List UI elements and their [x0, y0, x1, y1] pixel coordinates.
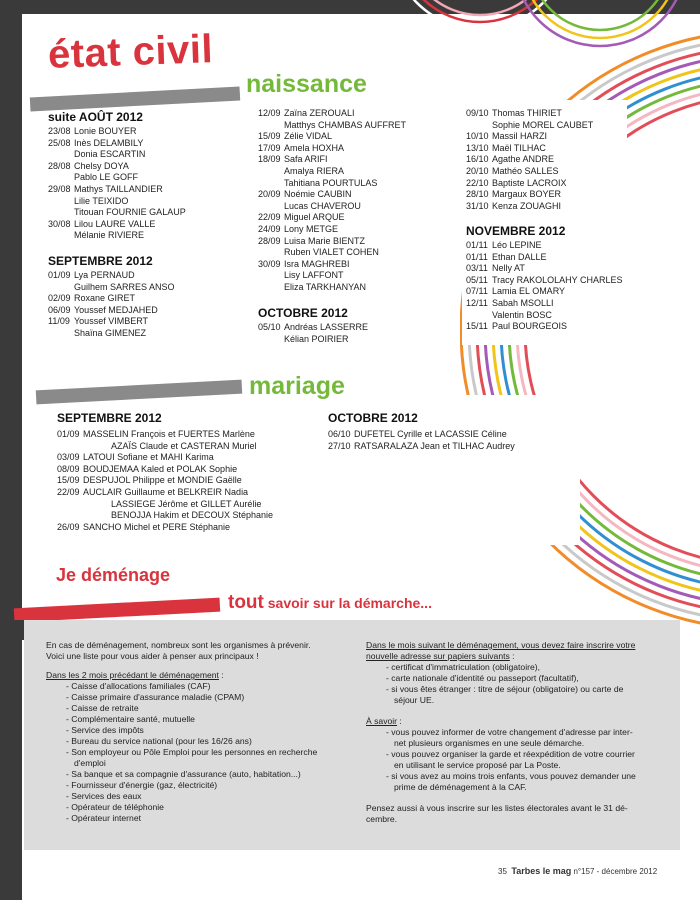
list-item — [258, 120, 406, 132]
entry-name: Isra MAGHREBI — [284, 258, 350, 269]
entry-date: 25/08 — [48, 137, 71, 148]
entry-name: Inès DELAMBILY — [74, 137, 144, 148]
naissance-list-septembre — [48, 270, 175, 340]
entry-date: 06/10 — [328, 429, 351, 439]
list-item: - Service des impôts — [66, 725, 144, 735]
list-item — [48, 196, 186, 208]
naissance-list-octobre-cont — [466, 108, 593, 212]
list-item: - Bureau du service national (pour les 16/26 ans) — [66, 736, 252, 746]
entry-name: Amalya RIERA — [284, 165, 345, 176]
entry-date: 18/09 — [258, 154, 281, 165]
entry-name: Luisa Marie BIENTZ — [284, 235, 366, 246]
entry-name: Andréas LASSERRE — [284, 322, 369, 332]
entry-name: Amela HOXHA — [284, 142, 345, 153]
savoir-heading — [366, 716, 664, 727]
entry-date: 28/08 — [48, 160, 71, 171]
closing-line-1: Pensez aussi à vous inscrire sur les listes électorales avant le 31 dé- — [366, 803, 628, 813]
closing-line-2: cembre. — [366, 814, 398, 824]
entry-date: 17/09 — [258, 142, 281, 153]
entry-name: Zaïna ZEROUALI — [284, 108, 355, 118]
list-item — [258, 224, 406, 236]
list-item — [48, 138, 186, 150]
demenage-title: Je déménage — [56, 565, 171, 585]
intro-line-1: En cas de déménagement, nombreux sont les organismes à prévenir. — [46, 640, 311, 650]
entry-name: Donia ESCARTIN — [74, 149, 146, 160]
list-item — [57, 475, 273, 487]
entry-date: 28/10 — [466, 189, 489, 200]
list-item — [466, 275, 623, 287]
papers-list — [366, 662, 664, 706]
entry-date: 15/11 — [466, 321, 488, 332]
after-move-heading-1: Dans le mois suivant le déménagement, vous devez faire inscrire votre — [366, 640, 636, 650]
entry-name: Agathe ANDRE — [492, 154, 555, 165]
entry-name: Ethan DALLE — [492, 251, 547, 262]
mariage-heading-octobre: OCTOBRE 2012 — [328, 411, 418, 425]
entry-date: 29/08 — [48, 183, 71, 194]
entry-date: 22/09 — [57, 486, 80, 497]
entry-name: Mélanie RIVIERE — [74, 230, 145, 241]
naissance-list-novembre — [466, 240, 623, 333]
naissance-list-septembre-cont — [258, 108, 406, 294]
before-move-heading-text: Dans les 2 mois précédant le déménagement — [46, 670, 219, 680]
entry-name: Margaux BOYER — [492, 189, 562, 200]
month-heading-septembre: SEPTEMBRE 2012 — [48, 254, 153, 268]
list-item — [466, 120, 593, 132]
list-item — [48, 172, 186, 184]
list-item — [48, 161, 186, 173]
entry-date: 03/11 — [466, 263, 488, 274]
list-item — [258, 166, 406, 178]
after-move-heading-2-text: nouvelle adresse sur papiers suivants — [366, 651, 510, 661]
entry-name: Ruben VIALET COHEN — [284, 247, 379, 258]
demenage-subtitle — [228, 592, 432, 614]
entry-date: 09/10 — [466, 108, 489, 118]
entry-name: Lisy LAFFONT — [284, 270, 344, 281]
after-move-heading-suffix: : — [509, 651, 515, 661]
entry-date: 15/09 — [258, 131, 281, 142]
list-item — [466, 154, 593, 166]
entry-date: 22/09 — [258, 212, 281, 223]
entry-date: 01/09 — [48, 270, 71, 280]
mariage-list-octobre — [328, 429, 515, 452]
before-move-heading-suffix: : — [218, 670, 224, 680]
list-item — [466, 240, 623, 252]
list-item — [57, 429, 273, 441]
list-item — [57, 487, 273, 499]
month-heading-novembre: NOVEMBRE 2012 — [466, 224, 566, 238]
entry-name: Kenza ZOUAGHI — [492, 200, 562, 211]
list-item — [258, 154, 406, 166]
subtitle-bold: tout — [228, 592, 264, 613]
list-item — [466, 131, 593, 143]
entry-date: 26/09 — [57, 521, 80, 532]
entry-name: Eliza TARKHANYAN — [284, 281, 367, 292]
page-footer — [498, 866, 657, 876]
entry-name: Matthys CHAMBAS AUFFRET — [284, 119, 407, 130]
naissance-title: naissance — [246, 70, 367, 98]
list-item: - vous pouvez informer de votre changement d'adresse par inter- — [386, 727, 633, 737]
entry-date: 20/10 — [466, 165, 489, 176]
list-item — [466, 298, 623, 310]
page-number: 35 — [498, 867, 507, 876]
organisms-list — [46, 681, 366, 824]
entry-date: 30/09 — [258, 258, 281, 269]
list-item — [48, 270, 175, 282]
list-item: - Fournisseur d'énergie (gaz, électricité) — [66, 780, 218, 790]
info-left-column — [46, 640, 366, 824]
entry-name: LASSIEGE Jérôme et GILLET Aurélie — [111, 498, 262, 509]
entry-name: Pablo LE GOFF — [74, 172, 139, 183]
entry-name: Guilhem SARRES ANSO — [74, 281, 175, 292]
list-item: - Complémentaire santé, mutuelle — [66, 714, 195, 724]
entry-date: 11/09 — [48, 316, 70, 327]
list-item — [48, 149, 186, 161]
list-item — [258, 334, 368, 346]
entry-date: 01/09 — [57, 429, 80, 439]
list-item — [48, 207, 186, 219]
list-item: - Opérateur internet — [66, 813, 141, 823]
after-move-heading-2 — [366, 651, 664, 662]
entry-name: DESPUJOL Philippe et MONDIE Gaëlle — [83, 475, 242, 486]
entry-name: LATOUI Sofiane et MAHI Karima — [83, 452, 214, 463]
naissance-list-aout — [48, 126, 186, 242]
list-item — [466, 263, 623, 275]
entry-date: 05/11 — [466, 274, 488, 285]
entry-name: Titouan FOURNIE GALAUP — [74, 207, 186, 218]
list-item — [48, 184, 186, 196]
list-item: - Caisse primaire d'assurance maladie (CPAM) — [66, 692, 245, 702]
entry-name: Paul BOURGEOIS — [492, 321, 568, 332]
entry-name: Thomas THIRIET — [492, 108, 562, 118]
entry-date: 12/09 — [258, 108, 281, 118]
month-heading-aout: suite AOÛT 2012 — [48, 110, 143, 124]
savoir-heading-suffix: : — [397, 716, 402, 726]
entry-name: Kélian POIRIER — [284, 333, 349, 344]
entry-date: 10/10 — [466, 131, 489, 142]
entry-name: Lony METGE — [284, 223, 339, 234]
list-item: - Son employeur ou Pôle Emploi pour les personnes en recherche — [66, 747, 318, 757]
list-item — [466, 189, 593, 201]
top-arcs-graphic — [391, 0, 686, 46]
list-item — [466, 201, 593, 213]
entry-name: Tracy RAKOLOLAHY CHARLES — [492, 274, 623, 285]
list-item: - carte nationale d'identité ou passeport (facultatif), — [386, 673, 579, 683]
entry-name: Miguel ARQUE — [284, 212, 345, 223]
list-item — [48, 328, 175, 340]
list-item: séjour UE. — [394, 695, 435, 705]
list-item — [57, 522, 273, 534]
list-item — [57, 510, 273, 522]
list-item: net plusieurs organismes en une seule démarche. — [394, 738, 585, 748]
entry-name: Nelly AT — [492, 263, 525, 274]
entry-date: 01/11 — [466, 240, 488, 250]
entry-name: Noémie CAUBIN — [284, 189, 352, 200]
entry-name: Youssef MEDJAHED — [74, 304, 158, 315]
list-item — [48, 219, 186, 231]
list-item — [48, 282, 175, 294]
entry-date: 08/09 — [57, 463, 80, 474]
list-item — [57, 464, 273, 476]
entry-name: Baptiste LACROIX — [492, 177, 567, 188]
list-item — [466, 252, 623, 264]
entry-name: Chelsy DOYA — [74, 160, 129, 171]
entry-date: 02/09 — [48, 293, 71, 304]
list-item — [258, 201, 406, 213]
savoir-heading-text: À savoir — [366, 716, 398, 726]
page-title: état civil — [47, 27, 214, 77]
entry-date: 30/08 — [48, 218, 71, 229]
list-item — [48, 316, 175, 328]
list-item: - Sa banque et sa compagnie d'assurance (auto, habitation...) — [66, 769, 301, 779]
list-item: - vous pouvez organiser la garde et réexpédition de votre courrier — [386, 749, 635, 759]
savoir-list — [366, 727, 664, 793]
entry-name: Massil HARZI — [492, 131, 548, 142]
list-item — [57, 499, 273, 511]
list-item — [466, 143, 593, 155]
entry-name: Lonie BOUYER — [74, 126, 137, 136]
entry-date: 31/10 — [466, 200, 489, 211]
entry-date: 22/10 — [466, 177, 489, 188]
entry-date: 20/09 — [258, 189, 281, 200]
list-item — [48, 293, 175, 305]
entry-date: 16/10 — [466, 154, 489, 165]
list-item — [258, 108, 406, 120]
list-item: d'emploi — [74, 758, 106, 768]
list-item — [466, 178, 593, 190]
entry-name: MASSELIN François et FUERTES Marlène — [83, 429, 255, 439]
list-item: - si vous êtes étranger : titre de séjour (obligatoire) ou carte de — [386, 684, 624, 694]
list-item — [466, 286, 623, 298]
list-item — [57, 441, 273, 453]
list-item — [258, 270, 406, 282]
list-item: - certificat d'immatriculation (obligatoire), — [386, 662, 540, 672]
entry-name: BOUDJEMAA Kaled et POLAK Sophie — [83, 463, 238, 474]
entry-name: Mathéo SALLES — [492, 165, 559, 176]
list-item: - Services des eaux — [66, 791, 142, 801]
list-item — [328, 441, 515, 453]
entry-date: 06/09 — [48, 304, 71, 315]
list-item — [258, 178, 406, 190]
entry-name: Roxane GIRET — [74, 293, 136, 304]
entry-date: 07/11 — [466, 286, 488, 297]
entry-name: Lamia EL OMARY — [492, 286, 566, 297]
list-item — [258, 236, 406, 248]
info-box — [24, 620, 680, 850]
entry-name: Safa ARIFI — [284, 154, 328, 165]
list-item — [466, 166, 593, 178]
before-move-heading — [46, 670, 366, 681]
entry-name: Shaïna GIMENEZ — [74, 327, 147, 338]
entry-name: AZAÏS Claude et CASTERAN Muriel — [111, 440, 257, 451]
list-item — [48, 305, 175, 317]
list-item — [466, 108, 593, 120]
list-item: - si vous avez au moins trois enfants, vous pouvez demander une — [386, 771, 636, 781]
list-item — [328, 429, 515, 441]
list-item: prime de déménagement à la CAF. — [394, 782, 527, 792]
entry-name: Mathys TAILLANDIER — [74, 183, 163, 194]
entry-name: Tahitiana POURTULAS — [284, 177, 378, 188]
list-item — [258, 212, 406, 224]
entry-name: Sabah MSOLLI — [492, 297, 554, 308]
magazine-name: Tarbes le mag — [511, 866, 572, 876]
list-item — [258, 143, 406, 155]
list-item — [258, 247, 406, 259]
list-item — [466, 310, 623, 322]
entry-date: 24/09 — [258, 223, 281, 234]
list-item: - Caisse de retraite — [66, 703, 139, 713]
entry-name: SANCHO Michel et PERE Stéphanie — [83, 521, 231, 532]
list-item — [466, 321, 623, 333]
list-item — [258, 189, 406, 201]
entry-name: RATSARALAZA Jean et TILHAC Audrey — [354, 440, 515, 451]
mariage-list-septembre — [57, 429, 273, 533]
list-item: - Opérateur de téléphonie — [66, 802, 164, 812]
entry-date: 23/08 — [48, 126, 71, 136]
entry-name: Maël TILHAC — [492, 142, 546, 153]
entry-name: Lya PERNAUD — [74, 270, 135, 280]
entry-date: 27/10 — [328, 440, 351, 451]
entry-name: DUFETEL Cyrille et LACASSIE Céline — [354, 429, 507, 439]
subtitle-rest: savoir sur la démarche... — [263, 595, 432, 611]
list-item — [48, 126, 186, 138]
list-item — [258, 322, 368, 334]
naissance-list-octobre — [258, 322, 368, 345]
entry-name: Léo LEPINE — [492, 240, 542, 250]
entry-name: Valentin BOSC — [492, 309, 552, 320]
entry-date: 01/11 — [466, 251, 488, 262]
list-item — [57, 452, 273, 464]
entry-name: Youssef VIMBERT — [74, 316, 149, 327]
issue-info: n°157 - décembre 2012 — [571, 867, 658, 876]
entry-name: AUCLAIR Guillaume et BELKREIR Nadia — [83, 486, 249, 497]
entry-date: 03/09 — [57, 452, 80, 463]
list-item — [258, 131, 406, 143]
list-item — [48, 230, 186, 242]
entry-name: Sophie MOREL CAUBET — [492, 119, 594, 130]
entry-name: Lilie TEIXIDO — [74, 195, 129, 206]
list-item: - Caisse d'allocations familiales (CAF) — [66, 681, 211, 691]
entry-date: 15/09 — [57, 475, 80, 486]
list-item — [258, 259, 406, 271]
intro-line-2: Voici une liste pour vous aider à penser aux principaux ! — [46, 651, 259, 661]
entry-date: 12/11 — [466, 297, 488, 308]
entry-date: 13/10 — [466, 142, 489, 153]
info-right-column — [366, 640, 664, 825]
entry-name: Zélie VIDAL — [284, 131, 333, 142]
list-item — [258, 282, 406, 294]
entry-name: Lucas CHAVEROU — [284, 200, 361, 211]
list-item: en utilisant le service proposé par La Poste. — [394, 760, 561, 770]
entry-name: BENOJJA Hakim et DECOUX Stéphanie — [111, 510, 274, 521]
mariage-heading-septembre: SEPTEMBRE 2012 — [57, 411, 162, 425]
month-heading-octobre: OCTOBRE 2012 — [258, 306, 348, 320]
entry-date: 28/09 — [258, 235, 281, 246]
entry-name: Lilou LAURE VALLE — [74, 218, 156, 229]
entry-date: 05/10 — [258, 322, 281, 332]
mariage-title: mariage — [249, 372, 345, 400]
